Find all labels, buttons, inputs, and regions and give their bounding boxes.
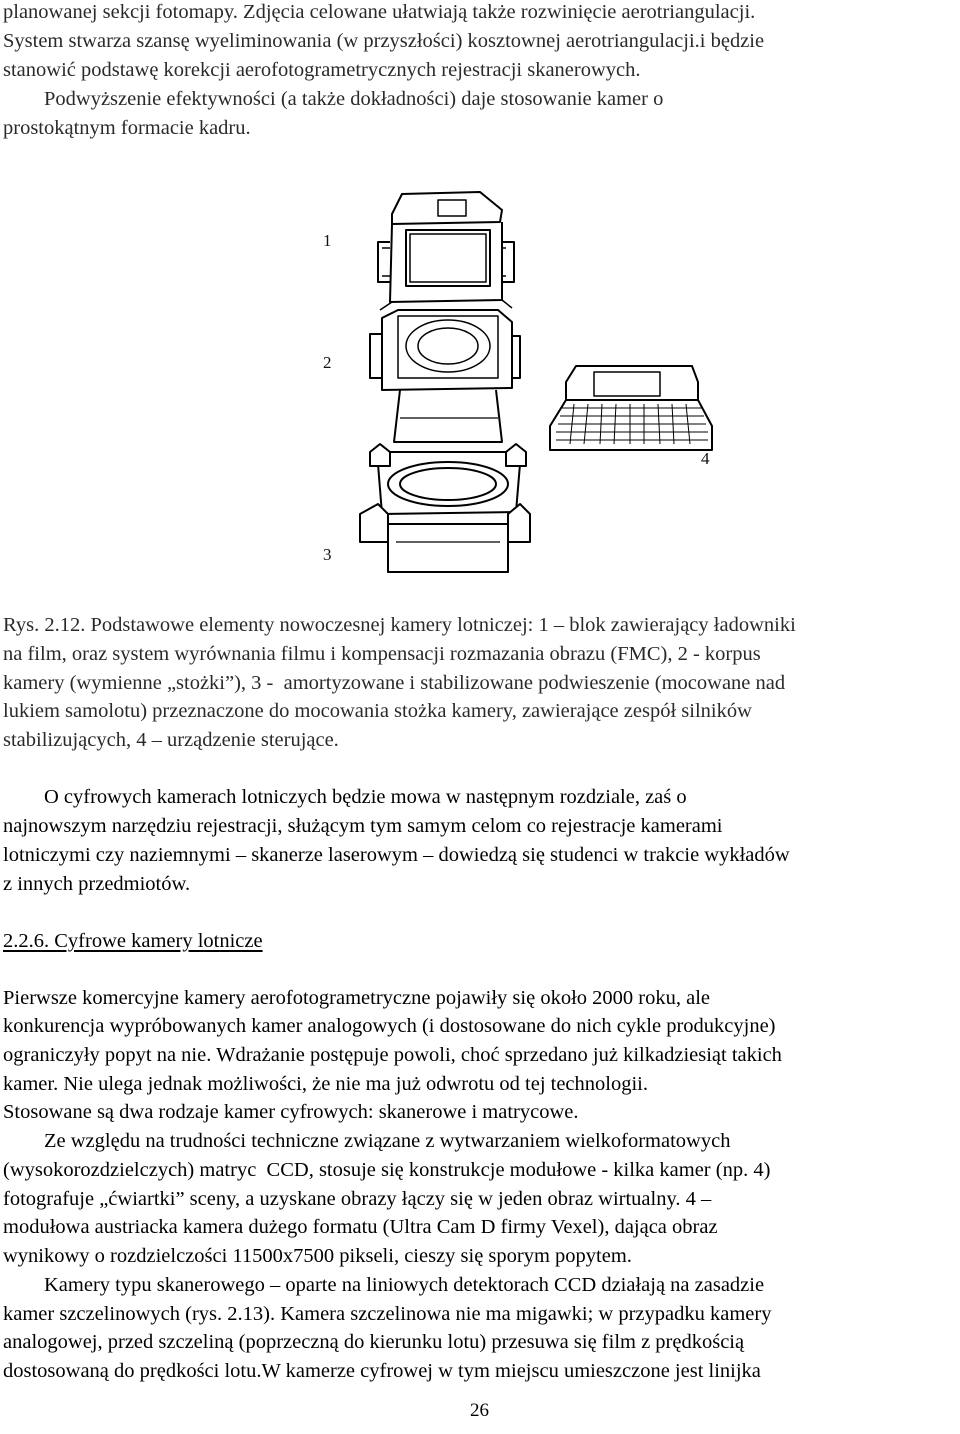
text-line: Ze względu na trudności techniczne związane z wytwarzaniem wielkoformatowych bbox=[3, 1130, 731, 1152]
camera-figure bbox=[323, 182, 730, 591]
text-line: lukiem samolotu) przeznaczone do mocowania stożka kamery, zawierające zespół silników bbox=[3, 700, 752, 722]
text-line: modułowa austriacka kamera dużego formatu (Ultra Cam D firmy Vexel), dająca obraz bbox=[3, 1216, 718, 1238]
section-heading: 2.2.6. Cyfrowe kamery lotnicze bbox=[3, 930, 263, 952]
text-line: najnowszym narzędziu rejestracji, służącym tym samym celom co rejestracje kamerami bbox=[3, 815, 723, 837]
text-line: dostosowaną do prędkości lotu.W kamerze cyfrowej w tym miejscu umieszczone jest linijka bbox=[3, 1360, 761, 1382]
text-line: ograniczyły popyt na nie. Wdrażanie postępuje powoli, choć sprzedano już kilkadziesiąt takich bbox=[3, 1044, 782, 1066]
text-line: kamer. Nie ulega jednak możliwości, że nie ma już odwrotu od tej technologii. bbox=[3, 1073, 648, 1095]
text-line: System stwarza szansę wyeliminowania (w przyszłości) kosztownej aerotriangulacji.i będzie bbox=[3, 30, 765, 52]
text-line: Kamery typu skanerowego – oparte na liniowych detektorach CCD działają na zasadzie bbox=[3, 1274, 765, 1296]
text-line: prostokątnym formacie kadru. bbox=[3, 117, 251, 139]
camera-drawing bbox=[330, 182, 730, 582]
camera-body-drawing bbox=[370, 310, 520, 442]
figure-label-3: 3 bbox=[323, 545, 332, 564]
text-line: Podwyższenie efektywności (a także dokładności) daje stosowanie kamer o bbox=[3, 88, 664, 110]
text-line: kamery (wymienne „stożki”), 3 - amortyzowane i stabilizowane podwieszenie (mocowane nad bbox=[3, 672, 786, 694]
text-line: Rys. 2.12. Podstawowe elementy nowoczesnej kamery lotniczej: 1 – blok zawierający ładowniki bbox=[3, 614, 796, 636]
control-unit-drawing bbox=[550, 366, 712, 450]
text-line: kamer szczelinowych (rys. 2.13). Kamera szczelinowa nie ma migawki; w przypadku kamery bbox=[3, 1303, 772, 1325]
text-line: stabilizujących, 4 – urządzenie sterujące. bbox=[3, 729, 339, 751]
text-line: na film, oraz system wyrównania filmu i kompensacji rozmazania obrazu (FMC), 2 - korpus bbox=[3, 643, 761, 665]
text-line: planowanej sekcji fotomapy. Zdjęcia celowane ułatwiają także rozwinięcie aerotriangulacji. bbox=[3, 1, 756, 23]
text-line: O cyfrowych kamerach lotniczych będzie mowa w następnym rozdziale, zaś o bbox=[3, 786, 687, 808]
text-line: konkurencja wypróbowanych kamer analogowych (i dostosowane do nich cykle produkcyjne) bbox=[3, 1015, 776, 1037]
text-line: z innych przedmiotów. bbox=[3, 873, 191, 895]
text-line: wynikowy o rozdzielczości 11500x7500 pikseli, cieszy się sporym popytem. bbox=[3, 1245, 632, 1267]
film-magazine-drawing bbox=[378, 192, 514, 310]
text-line: analogowej, przed szczeliną (poprzeczną do kierunku lotu) przesuwa się film z prędkością bbox=[3, 1331, 745, 1353]
text-line: stanowić podstawę korekcji aerofotogrametrycznych rejestracji skanerowych. bbox=[3, 59, 641, 81]
figure-label-2: 2 bbox=[323, 353, 332, 372]
camera-mount-drawing bbox=[360, 444, 530, 572]
text-line: Stosowane są dwa rodzaje kamer cyfrowych: skanerowe i matrycowe. bbox=[3, 1101, 579, 1123]
text-line: (wysokorozdzielczych) matryc CCD, stosuje się konstrukcje modułowe - kilka kamer (np. 4) bbox=[3, 1159, 771, 1181]
figure-label-1: 1 bbox=[323, 231, 332, 250]
figure-label-4: 4 bbox=[701, 449, 710, 468]
page-number: 26 bbox=[470, 1400, 489, 1421]
text-line: lotniczymi czy naziemnymi – skanerze laserowym – dowiedzą się studenci w trakcie wykładów bbox=[3, 844, 790, 866]
text-line: fotografuje „ćwiartki” sceny, a uzyskane obrazy łączy się w jeden obraz wirtualny. 4 – bbox=[3, 1188, 712, 1210]
text-line: Pierwsze komercyjne kamery aerofotogrametryczne pojawiły się około 2000 roku, ale bbox=[3, 987, 710, 1009]
